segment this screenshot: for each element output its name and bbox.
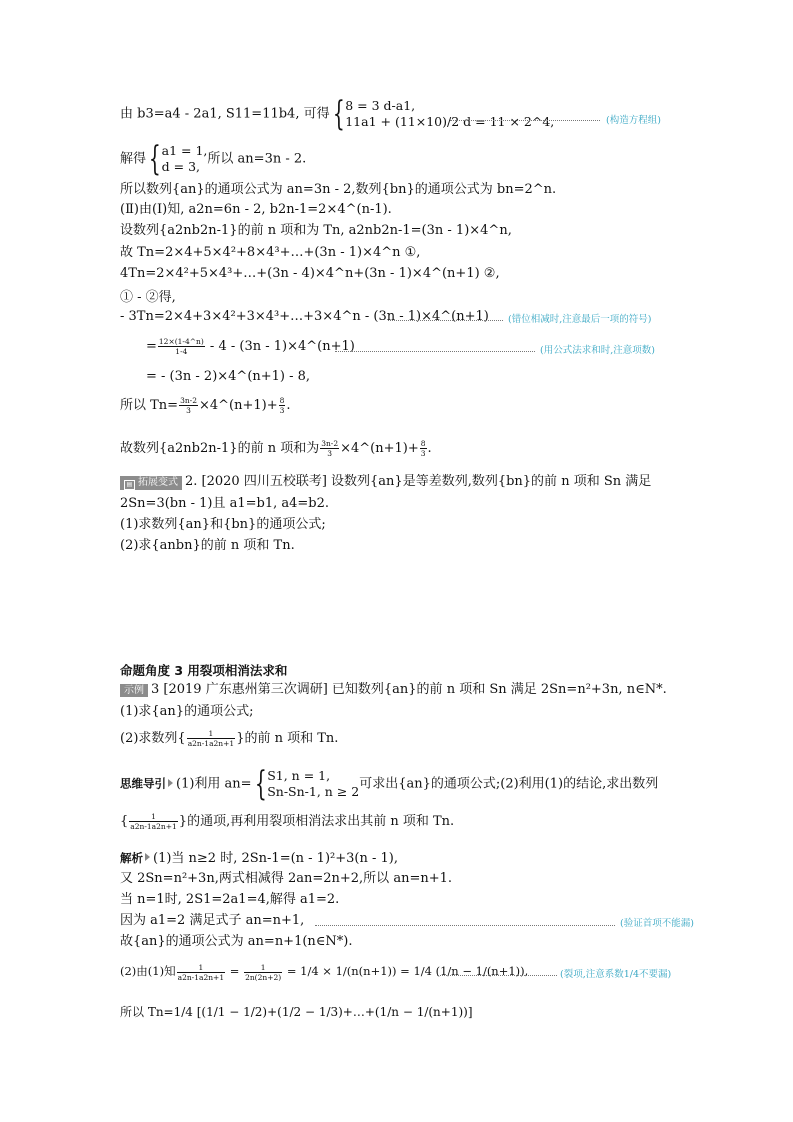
eq-2: 11a1 + (11×10)/2 d = 11 × 2^4, xyxy=(345,114,555,129)
fraction xyxy=(420,439,427,458)
brace: { xyxy=(148,139,161,179)
line-analysis-3: 当 n=1时, 2S1=2a1=4,解得 a1=2. xyxy=(120,892,340,907)
example-tag xyxy=(120,684,148,697)
line-part-two: (Ⅱ)由(Ⅰ)知, a2n=6n - 2, b2n-1=2×4^(n-1). xyxy=(120,202,392,217)
equation-system xyxy=(267,768,359,800)
eq-1: a1 = 1, xyxy=(161,143,208,158)
line-guide xyxy=(120,764,659,804)
dot-leader xyxy=(335,351,535,352)
section-heading: 命题角度 3 用裂项相消法求和 xyxy=(120,663,288,678)
line-guide-cont xyxy=(120,812,454,831)
line-example-q2 xyxy=(120,729,338,748)
line-simplify: = - (3n - 2)×4^(n+1) - 8, xyxy=(146,369,311,384)
brace: { xyxy=(332,94,345,134)
numerator: 8 xyxy=(420,439,426,448)
margin-note: (用公式法求和时,注意项数) xyxy=(540,345,655,356)
line-variant-q2: (2)求{anbn}的前 n 项和 Tn. xyxy=(120,538,295,553)
line-example-q1: (1)求{an}的通项公式; xyxy=(120,704,254,719)
text: = 1/4 × 1/(n(n+1)) = 1/4 (1/n − 1/(n+1)), xyxy=(283,964,529,978)
text: 故数列{a2nb2n-1}的前 n 项和为 xyxy=(120,441,320,456)
line-variant-cond: 2Sn=3(bn - 1)且 a1=b1, a4=b2. xyxy=(120,496,330,511)
text: 解得 xyxy=(120,151,147,167)
line-geometric-sum xyxy=(146,337,355,356)
fraction xyxy=(158,337,205,356)
numerator: 1 xyxy=(129,812,178,822)
line-example-problem xyxy=(120,681,667,699)
dot-leader xyxy=(437,975,557,976)
line-result xyxy=(120,396,291,415)
numerator: 8 xyxy=(279,396,285,405)
text: 3 [2019 广东惠州第三次调研] 已知数列{an}的前 n 项和 Sn 满足 2Sn=n²+3n, n∈N*. xyxy=(151,682,667,697)
dot-leader xyxy=(450,120,600,121)
line-analysis-5: 故{an}的通项公式为 an=n+1(n∈N*). xyxy=(120,934,353,949)
numerator: 12×(1-4^n) xyxy=(158,337,204,346)
dot-leader xyxy=(315,925,615,926)
analysis-label: 解析 xyxy=(120,851,143,865)
text: (1)当 n≥2 时, 2Sn-1=(n - 1)²+3(n - 1), xyxy=(153,851,398,866)
margin-note: (错位相减时,注意最后一项的符号) xyxy=(508,314,652,325)
line-analysis-2: 又 2Sn=n²+3n,两式相减得 2an=2n+2,所以 an=n+1. xyxy=(120,871,453,886)
equation-system xyxy=(345,98,554,130)
line-analysis xyxy=(120,849,398,868)
eq-2: Sn-Sn-1, n ≥ 2 xyxy=(267,784,360,799)
denominator: 1-4 xyxy=(175,347,188,356)
text: }的前 n 项和 Tn. xyxy=(236,731,339,746)
line-solve xyxy=(120,139,307,179)
numerator: 1 xyxy=(177,963,226,973)
tag-label: 示例 xyxy=(124,685,144,696)
line-eq-two: 4Tn=2×4²+5×4³+…+(3n - 4)×4^n+(3n - 1)×4^(n+1) ②, xyxy=(120,266,500,281)
fraction xyxy=(279,396,286,415)
numerator: 1 xyxy=(244,963,282,973)
line-condition xyxy=(120,94,555,134)
tag-label: 拓展变式 xyxy=(138,477,178,488)
line-general-terms: 所以数列{an}的通项公式为 an=3n - 2,数列{bn}的通项公式为 bn=2^n. xyxy=(120,182,557,197)
margin-note: (构造方程组) xyxy=(606,115,661,126)
text: (1)利用 an= xyxy=(176,776,252,792)
denominator: 3 xyxy=(420,449,426,458)
fraction xyxy=(129,812,178,831)
brace: { xyxy=(254,764,267,804)
text: . xyxy=(427,441,432,456)
doc-icon: ▤ xyxy=(124,480,135,490)
text: ×4^(n+1)+ xyxy=(340,441,419,456)
text: 由 b3=a4 - 2a1, S11=11b4, 可得 xyxy=(120,106,330,122)
triangle-icon xyxy=(168,779,173,787)
text: 2. [2020 四川五校联考] 设数列{an}是等差数列,数列{bn}的前 n 项和 Sn 满足 xyxy=(185,474,652,489)
margin-note: (验证首项不能漏) xyxy=(620,918,694,929)
dot-leader xyxy=(388,320,503,321)
denominator: a2n-1a2n+1 xyxy=(130,822,177,831)
eq-1: 8 = 3 d-a1, xyxy=(345,98,416,113)
line-variant-problem xyxy=(120,473,651,491)
line-eq-one: 故 Tn=2×4+5×4²+8×4³+…+(3n - 1)×4^n ①, xyxy=(120,245,421,260)
denominator: 3 xyxy=(327,449,333,458)
text: 所以 Tn= xyxy=(120,398,179,413)
fraction xyxy=(187,729,236,748)
denominator: a2n-1a2n+1 xyxy=(177,972,225,982)
margin-note: (裂项,注意系数1/4不要漏) xyxy=(560,969,672,980)
line-conclusion xyxy=(120,439,432,458)
line-subtract: ① - ②得, xyxy=(120,290,176,305)
text: { xyxy=(120,814,129,829)
text: (2)求数列{ xyxy=(120,731,186,746)
fraction xyxy=(179,396,198,415)
text: 所以 an=3n - 2. xyxy=(207,151,307,167)
text: = xyxy=(226,964,244,978)
numerator: 1 xyxy=(187,729,236,739)
text: = xyxy=(146,339,157,354)
variant-tag xyxy=(120,476,182,490)
text: - 4 - (3n - 1)×4^(n+1) xyxy=(205,339,355,354)
line-split-term xyxy=(120,962,528,982)
denominator: 3 xyxy=(186,406,191,415)
denominator: 2n(2n+2) xyxy=(245,972,282,982)
text: 可求出{an}的通项公式;(2)利用(1)的结论,求出数列 xyxy=(359,776,659,792)
numerator: 3n-2 xyxy=(180,396,197,405)
guide-label: 思维导引 xyxy=(120,776,166,791)
numerator: 3n-2 xyxy=(321,439,339,448)
fraction xyxy=(177,963,226,982)
denominator: 3 xyxy=(279,406,285,415)
line-telescoping-sum: 所以 Tn=1/4 [(1/1 − 1/2)+(1/2 − 1/3)+…+(1/n − 1/(n+1))] xyxy=(120,1005,473,1019)
line-variant-q1: (1)求数列{an}和{bn}的通项公式; xyxy=(120,517,326,532)
text: ×4^(n+1)+ xyxy=(199,398,278,413)
equation-system xyxy=(162,143,208,175)
text: . xyxy=(286,398,291,413)
fraction xyxy=(320,439,339,458)
line-analysis-4: 因为 a1=2 满足式子 an=n+1, xyxy=(120,913,305,928)
text: }的通项,再利用裂项相消法求出其前 n 项和 Tn. xyxy=(178,814,455,829)
eq-2: d = 3, xyxy=(161,159,201,174)
denominator: a2n-1a2n+1 xyxy=(187,739,235,748)
text: (2)由(1)知 xyxy=(120,964,176,978)
triangle-icon xyxy=(145,853,150,861)
line-diff: - 3Tn=2×4+3×4²+3×4³+…+3×4^n - (3n - 1)×4^(n+1) xyxy=(120,309,489,324)
fraction xyxy=(244,963,282,982)
line-sum-define: 设数列{a2nb2n-1}的前 n 项和为 Tn, a2nb2n-1=(3n - 1)×4^n, xyxy=(120,223,512,238)
eq-1: S1, n = 1, xyxy=(267,768,331,783)
